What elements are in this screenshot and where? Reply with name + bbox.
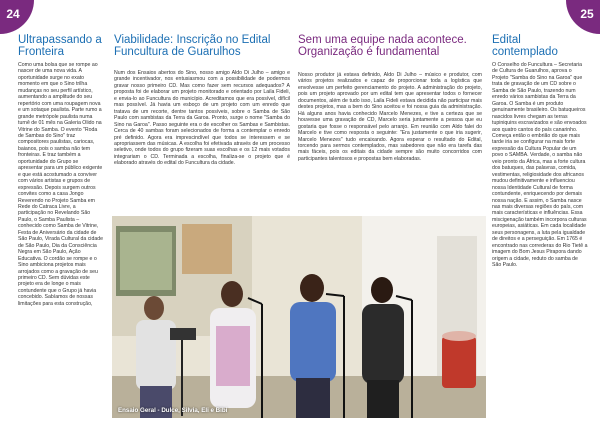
photo-illustration [112, 216, 486, 418]
heading-edital: Edital contemplado [492, 34, 558, 58]
column-ultrapassando [18, 34, 104, 307]
column-equipe [298, 34, 482, 162]
column-edital [492, 34, 588, 269]
text-viabilidade: Num dos Ensaios abertos do Sino, nosso amigo Aldo Di Julho – amigo e grande incentivador, nos entusiasmou com a possibilidade de podermos gravar nosso primeiro CD. Mas como fazer sem recursos adequados? A proposta foi de elaborar um projeto monitorado e orientado por Laila Fideli, e envia-lo ao Funcultura do município. Acreditamos que era possível, difícil mas possível. Já havia um esboço de um projeto com um enredo que tratava de um recorte, dentre tantos possíveis, sobre o Samba de São Paulo com sambistas da Terra da Garoa. Pronto, surge o nome "Samba do Sino na Garoa". Passo seguinte era o de escolher os Sambas e Sambistas. Cerca de 40 sambas foram selecionados de forma a contemplar o enredo pré definido. Agora era imprescindível que todos se interessem e se apropriassem das músicas. A escolha foi efetivada através de um processo seletivo, onde todos do grupo fizeram suas escolhas e os 12 mais votados integrariam o CD. Terminada a escolha, finaliza-se o projeto que é elaborado através do edital do Funcultura da cidade. [114, 70, 290, 167]
text-equipe: Nosso produtor já estava definido, Aldo Di Julho – músico e produtor, com vários projetos realizados e capaz de proporcionar toda a logística que envolvesse um perfeito gerenciamento do projeto. A administração do projeto, pois um projeto aprovado por um edital tem que apresentar todos o fornecer documentos, além de tudo isso, Laila Fideli estava decidida não participar mais destes projetos, mas a bem do Sino aceitou e foi nossa guia da administração. Há alguns anos havia conhecido Marcelo Menezes, e tive a certeza que se houvesse uma gravação de CD, Marcelo seria juntamente a pessoa que eu gostaria que fosse o responsável pelo arranjo. Em reunião com Aldo falei do Marcelo e tive como resposta o seguinte: "Era justamente o que iria sugerir, Marcelo Menezes" tudo encaixando. Agora esperar o resultado do Edital, torcendo para sermos contemplados, mas sabedores que não era tarefa das mais fáceis, pois os editais da cidade sempre são muito concorridos com participantes talentosos e propostas bem elaboradas. [298, 72, 482, 162]
page-number-right: 25 [566, 0, 600, 34]
column-viabilidade [114, 34, 290, 167]
heading-ultrapassando: Ultrapassando a Fronteira [18, 34, 102, 58]
heading-equipe: Sem uma equipe nada acontece. Organização é fundamental [298, 34, 467, 58]
photo-caption: Ensaio Geral - Dulce, Silvia, Eli e Bibi [118, 407, 228, 414]
text-ultrapassando: Como uma bolsa que se rompe ao nascer de uma nova vida. A oportunidade surge no exato momento em que o Sino trilha mudanças no seu perfil artístico, aumentando a amplitude do seu repertório com uma roupagem nova e um sotaque paulista. Parte rumo a grande metrópole paulista numa turnê de 01 mês na Galeria Olido na Vitrine do Samba. O evento "Roda de Sambas do Sino" traz compositores paulistas, cariocas, baianos, pois o samba não tem fronteiras. E traz também a oportunidade do Grupo se apresentar para um público exigente e que está acostumado a conviver com vários artistas e grupos de expressão. Depois surgem outros convites como a casa Jongo Reverendo no Projeto Samba em Rede do Catraca Livre, a participação no Revelando São Paulo, o Samba Paulista – conhecido como Samba de Vitrine, Festa de Aniversário da cidade de São Paulo, Virada Cultural da cidade de São Paulo, Dia da Consciência Negra em São Paulo, Ação Educativa. O cordão se rompe e o Sino ambiciona projetos mais arrojados como a gravação de seu primeiro CD. Sem dúvidas este projeto era de longe o mais contundente que o Grupo já havia concebido. Sabíamos de nossas limitações para esta construção, [18, 62, 103, 307]
text-edital: O Conselho do Funcultura – Secretaria de Cultura de Guarulhos, aprova o Projeto "Samba do Sino na Garoa" que trata de gravação de um CD sobre o Samba de São Paulo, trazendo num enredo vários sambistas da Terra da Garoa. O Samba é um produto genuinamente brasileiro. Os batuqueiros nascidos livres chegam as terras tupiniquins escravizados e são envoados aos quatro cantos do país canarinho. Começa então o embrião do que mais tarde iria se configurar na mais forte expressão da Cultura Popular de um povo o SAMBA. Verdade, o samba não veio pronto da África, mas a forte cultura dos batuques, das palavras, comida, vestimentas, religiosidade dos africanos mudou definitivamente e influenciou nossa Identidade Cultural de forma contundente, enriquecendo por demais nossa nação. E assim, o Samba nasce nas mais diversas regiões do país, com mais características e influências. Essa miscigenação também incorpora culturas europeias, asiáticas. Em cada localidade seus personagens, a luta pela igualdade de direitos e a perseguição. Em 1765 é encontrado nas correderas do Rio Tietê a imagem do Bom Jesus Pirapora dando origem a cidade, reduto do samba de São Paulo. [492, 62, 588, 269]
heading-viabilidade: Viabilidade: Inscrição no Edital Funcultura de Guarulhos [114, 34, 271, 58]
photo-ensaio-geral [112, 216, 486, 418]
page-number-left: 24 [0, 0, 34, 34]
